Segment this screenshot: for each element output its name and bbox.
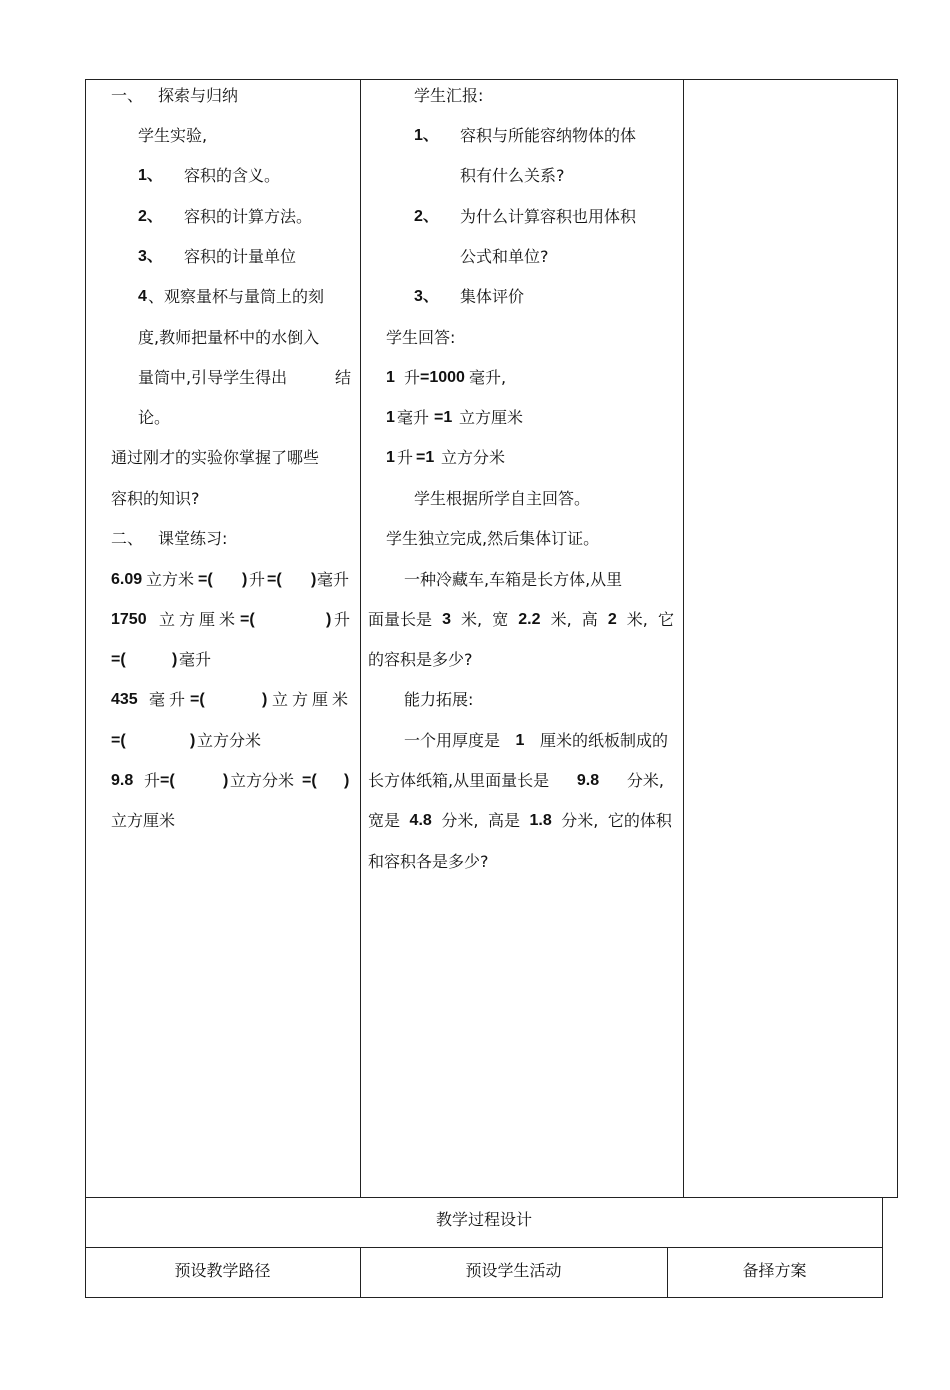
problem-1-text-c: 宽 — [492, 610, 509, 629]
problem-2-text-h: 分米, — [561, 811, 599, 830]
item-3-text: 容积的计量单位 — [184, 247, 297, 266]
exercise-4-blank-2-open: =( — [302, 772, 317, 789]
exercise-3-blank-1-open: =( — [190, 691, 205, 708]
footer-column-1-header: 预设教学路径 — [174, 1261, 271, 1280]
exercise-2-blank-1-close: ) — [326, 611, 332, 628]
exercise-4-blank-1-close: ) — [223, 772, 229, 789]
problem-1-text-e: 高 — [581, 610, 598, 629]
exercise-1-value: 6.09 — [111, 571, 143, 588]
problem-1-line-1: 一种冷藏车,车箱是长方体,从里 — [404, 570, 623, 589]
table-divider-main — [85, 1197, 898, 1198]
exercise-2-unit-2: 升 — [334, 610, 351, 629]
column-divider-1 — [360, 79, 361, 1198]
exercise-3-value: 435 — [111, 691, 138, 708]
footer-row-divider — [85, 1247, 883, 1248]
exercise-2-blank-1-open: =( — [240, 611, 255, 628]
problem-1-line-3: 的容积是多少? — [368, 650, 473, 669]
problem-2-height: 1.8 — [529, 812, 552, 829]
exercise-4-unit: 升 — [144, 771, 161, 790]
problem-2-width: 4.8 — [409, 812, 432, 829]
problem-2-text-b: 厘米的纸板制成的 — [539, 731, 668, 750]
question-line-2: 容积的知识? — [111, 489, 200, 508]
report-q2-line-2: 公式和单位? — [460, 247, 549, 266]
problem-2-line-2 — [368, 771, 664, 791]
problem-2-text-i: 它的体积 — [607, 811, 672, 830]
problem-2-text-g: 高是 — [487, 811, 520, 830]
report-label: 学生汇报: — [414, 86, 484, 105]
table-border-right-upper — [897, 79, 898, 1198]
item-2-text: 容积的计算方法。 — [184, 207, 313, 226]
answer-3-value: =1 — [416, 449, 435, 466]
problem-1-length: 3 — [442, 611, 451, 628]
exercise-2-unit: 立方厘米 — [159, 610, 240, 629]
section-1-number: 一、 — [111, 86, 144, 105]
item-1-number: 1、 — [138, 167, 163, 184]
exercise-2-blank-2-close: ) — [172, 651, 178, 668]
problem-2-text-f: 分米, — [441, 811, 479, 830]
answer-2-unit-2: 立方厘米 — [459, 408, 524, 427]
item-2-number: 2、 — [138, 208, 163, 225]
report-q2-line-1: 为什么计算容积也用体积 — [460, 207, 637, 226]
column-divider-2 — [683, 79, 684, 1198]
exercise-4-unit-2: 立方分米 — [230, 771, 295, 790]
item-4-line-4: 论。 — [138, 408, 171, 427]
exercise-2-blank-2-open: =( — [111, 651, 126, 668]
item-4-line-1: 、观察量杯与量筒上的刻 — [148, 287, 325, 306]
problem-1-text-f: 米, — [626, 610, 648, 629]
exercise-4-blank-1-open: =( — [160, 772, 175, 789]
exercise-4-blank-2-close: ) — [344, 772, 350, 789]
problem-1-text-b: 米, — [461, 610, 483, 629]
answer-1-unit: 升 — [404, 368, 421, 387]
footer-title: 教学过程设计 — [435, 1210, 532, 1229]
section-1-title: 探索与归纳 — [158, 86, 239, 105]
exercise-4-unit-3: 立方厘米 — [111, 811, 176, 830]
problem-1-height: 2 — [607, 611, 617, 628]
exercise-1-blank-2-close: ) — [311, 571, 317, 588]
exercise-3-blank-1-close: ) — [262, 691, 268, 708]
problem-2-text-d: 分米, — [626, 771, 664, 790]
answer-1-num: 1 — [386, 369, 395, 386]
question-line-1: 通过刚才的实验你掌握了哪些 — [111, 448, 320, 467]
problem-2-line-4: 和容积各是多少? — [368, 852, 489, 871]
item-4-line-3b: 结 — [335, 368, 352, 387]
report-q3-number: 3、 — [414, 288, 439, 305]
exercise-2-unit-3: 毫升 — [179, 650, 212, 669]
report-q2-number: 2、 — [414, 208, 439, 225]
problem-2-line-3 — [368, 811, 672, 831]
table-border-bottom — [85, 1297, 883, 1298]
problem-1-width: 2.2 — [518, 611, 541, 628]
experiment-label: 学生实验, — [138, 126, 208, 145]
table-border-left — [85, 79, 86, 1298]
exercise-1-blank-2-open: =( — [267, 571, 282, 588]
exercise-3-unit-2: 立方厘米 — [272, 690, 353, 709]
answer-1-unit-2: 毫升, — [469, 368, 507, 387]
problem-2-text-a: 一个用厚度是 — [404, 731, 501, 750]
exercise-1-unit-3: 毫升 — [317, 570, 350, 589]
answer-2-unit: 毫升 — [397, 408, 430, 427]
extension-label: 能力拓展: — [404, 690, 474, 709]
footer-column-2-header: 预设学生活动 — [465, 1261, 562, 1280]
item-4-line-3a: 量筒中,引导学生得出 — [138, 368, 288, 387]
exercise-1-blank-1-close: ) — [242, 571, 248, 588]
item-4-line-2: 度,教师把量杯中的水倒入 — [138, 328, 320, 347]
footer-column-3-header: 备择方案 — [742, 1261, 807, 1280]
independent-text: 学生独立完成,然后集体订证。 — [386, 529, 600, 548]
answer-label: 学生回答: — [386, 328, 456, 347]
item-3-number: 3、 — [138, 248, 163, 265]
problem-2-length: 9.8 — [576, 772, 600, 789]
exercise-2-value: 1750 — [111, 611, 147, 628]
answer-2-value: =1 — [434, 409, 453, 426]
problem-2-line-1 — [404, 731, 668, 751]
problem-2-text-c: 长方体纸箱,从里面量长是 — [368, 771, 550, 790]
item-1-text: 容积的含义。 — [184, 166, 281, 185]
answer-3-unit-2: 立方分米 — [441, 448, 506, 467]
report-q1-number: 1、 — [414, 127, 439, 144]
report-q3-text: 集体评价 — [460, 287, 525, 306]
exercise-4-value: 9.8 — [111, 772, 134, 789]
table-border-top — [85, 79, 898, 80]
section-2-title: 课堂练习: — [158, 529, 228, 548]
exercise-3-blank-2-open: =( — [111, 732, 126, 749]
problem-1-line-2 — [368, 610, 674, 630]
report-q1-line-2: 积有什么关系? — [460, 166, 565, 185]
exercise-3-unit: 毫升 — [149, 690, 190, 709]
problem-1-text-a: 面量长是 — [368, 610, 433, 629]
answer-3-unit: 升 — [397, 448, 414, 467]
problem-1-text-d: 米, — [550, 610, 572, 629]
problem-2-text-e: 宽是 — [368, 811, 401, 830]
exercise-1-blank-1-open: =( — [198, 571, 213, 588]
item-4-number: 4 — [138, 288, 147, 305]
answer-1-value: =1000 — [420, 369, 465, 386]
problem-2-thickness: 1 — [515, 732, 525, 749]
answer-3-num: 1 — [386, 449, 395, 466]
exercise-1-unit-2: 升 — [249, 570, 266, 589]
exercise-3-unit-3: 立方分米 — [197, 731, 262, 750]
report-q1-line-1: 容积与所能容纳物体的体 — [460, 126, 637, 145]
problem-1-text-g: 它 — [657, 610, 674, 629]
section-2-number: 二、 — [111, 529, 144, 548]
answer-2-num: 1 — [386, 409, 395, 426]
self-answer-text: 学生根据所学自主回答。 — [414, 489, 591, 508]
exercise-3-blank-2-close: ) — [190, 732, 196, 749]
exercise-1-unit: 立方米 — [146, 570, 195, 589]
